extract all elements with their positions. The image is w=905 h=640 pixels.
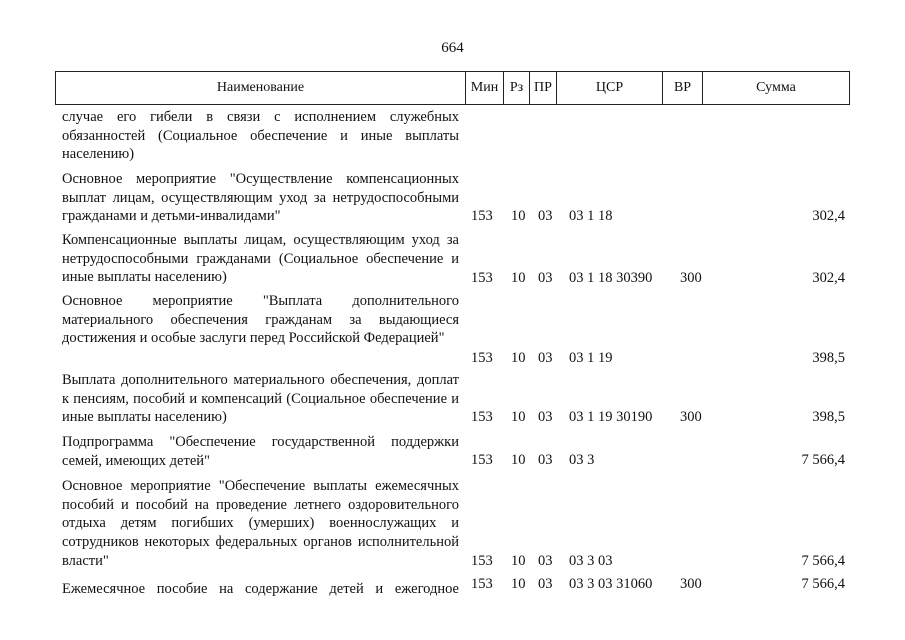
column-header-vr: ВР: [663, 72, 703, 104]
row-pr: 03: [538, 576, 553, 592]
row-min: 153: [471, 350, 493, 366]
row-vr: 300: [680, 270, 702, 286]
page-number: 664: [441, 40, 464, 56]
row-name: Ежемесячное пособие на содержание детей и ежегодное: [62, 581, 459, 597]
column-header-pr: ПР: [530, 72, 557, 104]
row-sum: 302,4: [812, 208, 845, 224]
row-vr: 300: [680, 409, 702, 425]
row-pr: 03: [538, 452, 553, 468]
row-pr: 03: [538, 409, 553, 425]
row-rz: 10: [511, 350, 526, 366]
column-header-min: Мин: [466, 72, 504, 104]
row-sum: 398,5: [812, 350, 845, 366]
column-header-rz: Рз: [504, 72, 530, 104]
column-header-csr: ЦСР: [557, 72, 663, 104]
row-min: 153: [471, 553, 493, 569]
row-rz: 10: [511, 452, 526, 468]
row-name: Основное мероприятие "Обеспечение выплаты ежемесячных пособий и пособий на проведение летнего оздоровительного отдыха детям погибших (умерших) военнослужащих и сотрудников некоторых федеральных органов исполнительной власти": [62, 478, 459, 569]
row-rz: 10: [511, 553, 526, 569]
row-csr: 03 1 18 30390: [569, 270, 653, 286]
row-sum: 7 566,4: [801, 553, 845, 569]
row-name: Основное мероприятие "Осуществление компенсационных выплат лицам, осуществляющим уход за нетрудоспособными гражданами и детьми-инвалидами": [62, 171, 459, 225]
row-name: Основное мероприятие "Выплата дополнительного материального обеспечения гражданам за выдающиеся достижения и особые заслуги перед Российской Федерацией": [62, 293, 459, 347]
row-name: Выплата дополнительного материального обеспечения, доплат к пенсиям, пособий и компенсаций (Социальное обеспечение и иные выплаты населению): [62, 372, 459, 426]
column-header-name: Наименование: [56, 72, 466, 104]
row-rz: 10: [511, 409, 526, 425]
row-name: случае его гибели в связи с исполнением служебных обязанностей (Социальное обеспечение и иные выплаты населению): [62, 109, 459, 163]
row-sum: 7 566,4: [801, 576, 845, 592]
column-header-sum: Сумма: [756, 80, 796, 95]
row-name: Компенсационные выплаты лицам, осуществляющим уход за нетрудоспособными гражданами (Социальное обеспечение и иные выплаты населению): [62, 232, 459, 286]
row-vr: 300: [680, 576, 702, 592]
row-min: 153: [471, 208, 493, 224]
row-pr: 03: [538, 350, 553, 366]
row-rz: 10: [511, 208, 526, 224]
row-pr: 03: [538, 270, 553, 286]
row-min: 153: [471, 576, 493, 592]
row-min: 153: [471, 409, 493, 425]
row-csr: 03 1 19: [569, 350, 613, 366]
row-pr: 03: [538, 208, 553, 224]
row-rz: 10: [511, 270, 526, 286]
row-csr: 03 1 19 30190: [569, 409, 653, 425]
row-min: 153: [471, 452, 493, 468]
row-csr: 03 1 18: [569, 208, 613, 224]
row-name: Подпрограмма "Обеспечение государственной поддержки семей, имеющих детей": [62, 434, 459, 469]
row-sum: 302,4: [812, 270, 845, 286]
row-min: 153: [471, 270, 493, 286]
row-csr: 03 3 03: [569, 553, 613, 569]
row-csr: 03 3: [569, 452, 595, 468]
row-csr: 03 3 03 31060: [569, 576, 653, 592]
row-pr: 03: [538, 553, 553, 569]
row-sum: 398,5: [812, 409, 845, 425]
table-header: [55, 71, 850, 105]
row-rz: 10: [511, 576, 526, 592]
row-sum: 7 566,4: [801, 452, 845, 468]
